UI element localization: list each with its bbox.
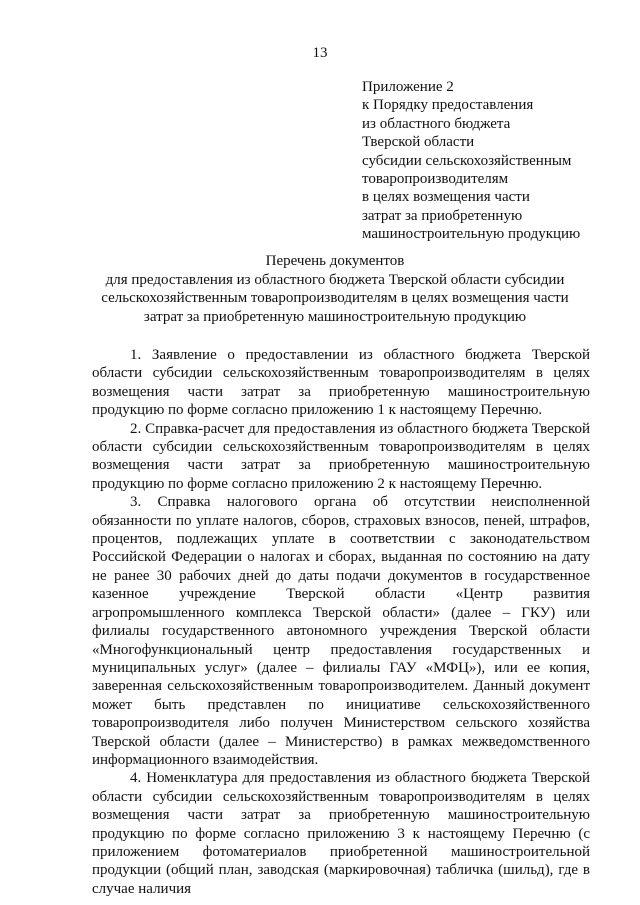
paragraph-2: 2. Справка-расчет для предоставления из областного бюджета Тверской области субсидии сельскохозяйственным товаропроизводителям в целях возмещения части затрат за приобретенную машиностроительную продукцию по форме согласно приложению 2 к настоящему Перечню. (92, 420, 590, 492)
appendix-header (362, 78, 612, 244)
appendix-line: в целях возмещения части (362, 189, 530, 206)
title-line: для предоставления из областного бюджета Тверской области субсидии (105, 271, 565, 288)
document-title (92, 252, 578, 326)
title-line: сельскохозяйственным товаропроизводителям в целях возмещения части (101, 290, 569, 307)
document-body (92, 346, 590, 898)
title-line: затрат за приобретенную машиностроительную продукцию (143, 308, 527, 325)
paragraph-4: 4. Номенклатура для предоставления из областного бюджета Тверской области субсидии сельскохозяйственным товаропроизводителям в целях возмещения части затрат за приобретенную машиностроительную продукцию по форме согласно приложению 3 к настоящему Перечню (с приложением фотоматериалов приобретенной машиностроительной продукции (общий план, заводская (маркировочная) табличка (шильд), где в случае наличия (92, 770, 590, 897)
appendix-line: из областного бюджета (362, 115, 511, 132)
paragraph-3: 3. Справка налогового органа об отсутствии неисполненной обязанности по уплате налогов, сборов, страховых взносов, пеней, штрафов, процентов, подлежащих уплате в соответствии с законодательством Российской Федерации о налогах и сборах, выданная по состоянию на дату не ранее 30 рабочих дней до даты подачи документов в государственное казенное учреждение Тверской области «Центр развития агропромышленного комплекса Тверской области» (далее – ГКУ) или филиалы государственного автономного учреждения Тверской области «Многофункциональный центр предоставления государственных и муниципальных услуг» (далее – филиалы ГАУ «МФЦ»), или ее копия, заверенная сельскохозяйственным товаропроизводителем. Данный документ может быть представлен по инициативе сельскохозяйственного товаропроизводителя либо получен Министерством сельского хозяйства Тверской области (далее – Министерство) в рамках межведомственного информационного взаимодействия. (92, 494, 590, 768)
appendix-line: к Порядку предоставления (362, 97, 534, 114)
appendix-line: Тверской области (362, 134, 475, 151)
appendix-line: машиностроительную продукцию (362, 226, 581, 243)
appendix-line: субсидии сельскохозяйственным (362, 152, 572, 169)
appendix-line: Приложение 2 (362, 79, 454, 95)
paragraph-1: 1. Заявление о предоставлении из областного бюджета Тверской области субсидии сельскохозяйственным товаропроизводителям в целях возмещения части затрат за приобретенную машиностроительную продукцию по форме согласно приложению 1 к настоящему Перечню. (92, 347, 590, 419)
appendix-line: затрат за приобретенную (362, 207, 523, 224)
title-line: Перечень документов (265, 253, 405, 269)
appendix-line: товаропроизводителям (362, 171, 509, 188)
page-number: 13 (312, 45, 328, 61)
